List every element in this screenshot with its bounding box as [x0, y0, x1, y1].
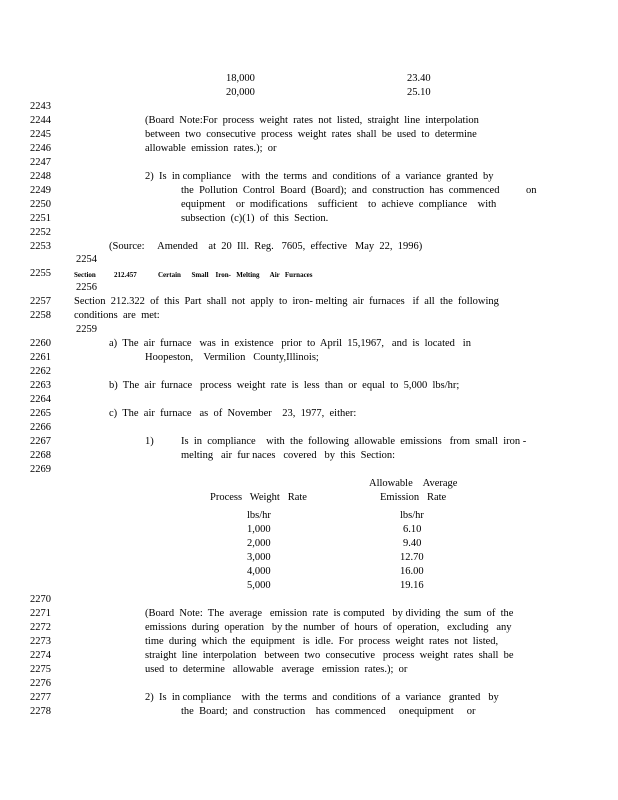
item2a-line1: 2) Is in compliance with the terms and conditions of a variance granted by — [145, 171, 494, 182]
line-number: 2261 — [30, 352, 51, 363]
table-emission: 6.10 — [403, 524, 422, 535]
line-number: 2251 — [30, 213, 51, 224]
table-col2-unit: lbs/hr — [400, 510, 424, 521]
table-col2-header-2: Emission Rate — [380, 492, 447, 503]
table-rate: 2,000 — [247, 538, 271, 549]
table-emission: 16.00 — [400, 566, 424, 577]
section-label: Section — [74, 271, 96, 279]
item2a-line2-end: on — [526, 185, 537, 196]
line-number: 2267 — [30, 436, 51, 447]
line-number: 2256 — [76, 282, 97, 293]
top-table-rate-1: 18,000 — [226, 73, 255, 84]
line-number: 2243 — [30, 101, 51, 112]
intro-line1: Section 212.322 of this Part shall not apply to iron- melting air furnaces if all the following — [74, 296, 499, 307]
note1-line1: (Board Note:For process weight rates not listed, straight line interpolation — [145, 115, 479, 126]
table-rate: 4,000 — [247, 566, 271, 577]
table-col2-header-1: Allowable Average — [369, 478, 458, 489]
line-number: 2252 — [30, 227, 51, 238]
table-rate: 5,000 — [247, 580, 271, 591]
table-rate: 1,000 — [247, 524, 271, 535]
top-table-emission-1: 23.40 — [407, 73, 431, 84]
source-note: (Source: Amended at 20 Ill. Reg. 7605, effective May 22, 1996) — [109, 241, 423, 252]
line-number: 2255 — [30, 268, 51, 279]
line-number: 2259 — [76, 324, 97, 335]
section-title: Certain Small Iron- Melting Air Furnaces — [158, 271, 313, 279]
line-number: 2265 — [30, 408, 51, 419]
line-number: 2254 — [76, 254, 97, 265]
line-number: 2269 — [30, 464, 51, 475]
line-number: 2270 — [30, 594, 51, 605]
item-a-line1: a) The air furnace was in existence prior to April 15,1967, and is located in — [109, 338, 471, 349]
table-emission: 12.70 — [400, 552, 424, 563]
item-c: c) The air furnace as of November 23, 1977, either: — [109, 408, 357, 419]
line-number: 2262 — [30, 366, 51, 377]
line-number: 2273 — [30, 636, 51, 647]
item-c1-line1: Is in compliance with the following allowable emissions from small iron - — [181, 436, 527, 447]
line-number: 2277 — [30, 692, 51, 703]
note2-line5: used to determine allowable average emission rates.); or — [145, 664, 408, 675]
item2a-line3: equipment or modifications sufficient to achieve compliance with — [181, 199, 497, 210]
line-number: 2278 — [30, 706, 51, 717]
note2-line4: straight line interpolation between two consecutive process weight rates shall be — [145, 650, 514, 661]
note1-line3: allowable emission rates.); or — [145, 143, 277, 154]
item2a-line2: the Pollution Control Board (Board); and construction has commenced — [181, 185, 500, 196]
line-number: 2249 — [30, 185, 51, 196]
line-number: 2275 — [30, 664, 51, 675]
line-number: 2272 — [30, 622, 51, 633]
section-number: 212.457 — [114, 271, 137, 279]
line-number: 2244 — [30, 115, 51, 126]
item-a-line2: Hoopeston, Vermilion County,Illinois; — [145, 352, 319, 363]
note2-line3: time during which the equipment is idle. For process weight rates not listed, — [145, 636, 499, 647]
item-c1-marker: 1) — [145, 436, 154, 447]
line-number: 2264 — [30, 394, 51, 405]
line-number: 2271 — [30, 608, 51, 619]
line-number: 2257 — [30, 296, 51, 307]
line-number: 2260 — [30, 338, 51, 349]
item-b: b) The air furnace process weight rate is less than or equal to 5,000 lbs/hr; — [109, 380, 460, 391]
line-number: 2248 — [30, 171, 51, 182]
line-number: 2263 — [30, 380, 51, 391]
top-table-rate-2: 20,000 — [226, 87, 255, 98]
table-col1-header: Process Weight Rate — [210, 492, 307, 503]
intro-line2: conditions are met: — [74, 310, 160, 321]
line-number: 2246 — [30, 143, 51, 154]
top-table-emission-2: 25.10 — [407, 87, 431, 98]
line-number: 2258 — [30, 310, 51, 321]
item2b-line1: 2) Is in compliance with the terms and conditions of a variance granted by — [145, 692, 499, 703]
line-number: 2276 — [30, 678, 51, 689]
table-emission: 19.16 — [400, 580, 424, 591]
line-number: 2253 — [30, 241, 51, 252]
line-number: 2274 — [30, 650, 51, 661]
item2b-line2: the Board; and construction has commenced onequipment or — [181, 706, 476, 717]
line-number: 2266 — [30, 422, 51, 433]
note2-line2: emissions during operation by the number of hours of operation, excluding any — [145, 622, 512, 633]
table-col1-unit: lbs/hr — [247, 510, 271, 521]
table-emission: 9.40 — [403, 538, 422, 549]
note2-line1: (Board Note: The average emission rate is computed by dividing the sum of the — [145, 608, 514, 619]
item2a-line4: subsection (c)(1) of this Section. — [181, 213, 329, 224]
note1-line2: between two consecutive process weight rates shall be used to determine — [145, 129, 477, 140]
item-c1-line2: melting air fur naces covered by this Section: — [181, 450, 396, 461]
line-number: 2245 — [30, 129, 51, 140]
line-number: 2250 — [30, 199, 51, 210]
table-rate: 3,000 — [247, 552, 271, 563]
line-number: 2268 — [30, 450, 51, 461]
line-number: 2247 — [30, 157, 51, 168]
